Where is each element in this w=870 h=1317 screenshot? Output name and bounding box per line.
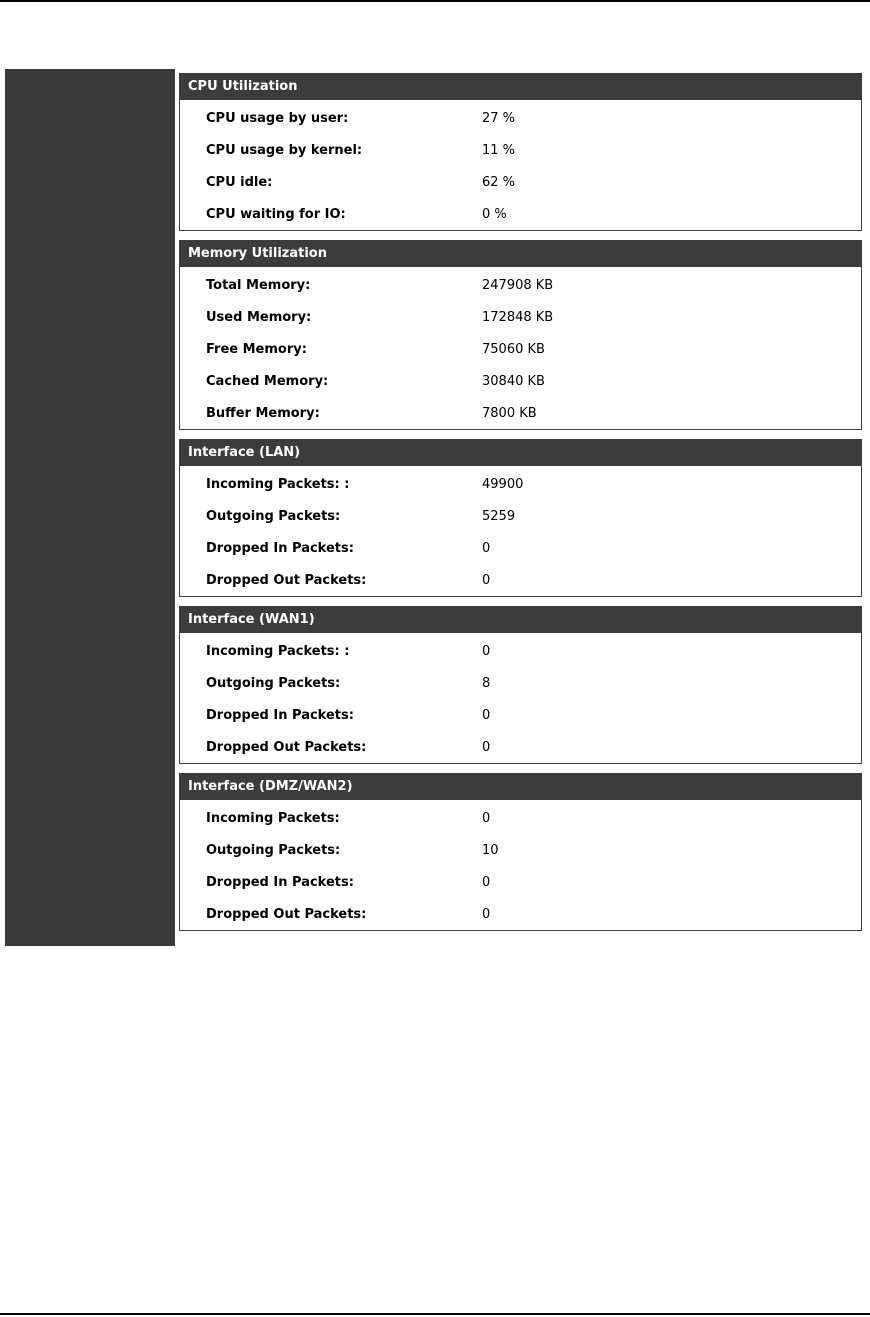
- stat-row: [180, 731, 861, 763]
- status-content: [179, 73, 862, 940]
- stat-row: [180, 301, 861, 333]
- panel-body: [179, 466, 862, 597]
- stat-value: 0: [482, 874, 491, 890]
- stat-row: [180, 834, 861, 866]
- stat-value: 62 %: [482, 174, 516, 190]
- stat-label: Cached Memory:: [206, 373, 329, 389]
- stat-row: [180, 333, 861, 365]
- stat-label: Used Memory:: [206, 309, 312, 325]
- stat-value: 0: [482, 572, 491, 588]
- stat-row: [180, 102, 861, 134]
- stat-value: 27 %: [482, 110, 516, 126]
- stat-row: [180, 532, 861, 564]
- stat-value: 247908 KB: [482, 277, 554, 293]
- stat-row: [180, 866, 861, 898]
- stat-row: [180, 699, 861, 731]
- stat-row: [180, 635, 861, 667]
- panel-interface-lan: [179, 439, 862, 597]
- panel-title: Interface (WAN1): [179, 606, 862, 633]
- panel-title: CPU Utilization: [179, 73, 862, 100]
- panel-interface-dmz-wan2: [179, 773, 862, 931]
- stat-row: [180, 564, 861, 596]
- stat-label: Dropped Out Packets:: [206, 906, 367, 922]
- panel-interface-wan1: [179, 606, 862, 764]
- stat-value: 8: [482, 675, 491, 691]
- stat-value: 0: [482, 707, 491, 723]
- stat-row: [180, 365, 861, 397]
- panel-title: Interface (DMZ/WAN2): [179, 773, 862, 800]
- stat-row: [180, 198, 861, 230]
- panel-memory-utilization: [179, 240, 862, 430]
- stat-value: 5259: [482, 508, 516, 524]
- stat-label: Outgoing Packets:: [206, 842, 341, 858]
- panel-body: [179, 100, 862, 231]
- stat-label: Total Memory:: [206, 277, 311, 293]
- stat-value: 7800 KB: [482, 405, 537, 421]
- stat-value: 0: [482, 540, 491, 556]
- stat-value: 30840 KB: [482, 373, 545, 389]
- stat-value: 0: [482, 739, 491, 755]
- stat-label: CPU idle:: [206, 174, 273, 190]
- stat-row: [180, 269, 861, 301]
- stat-label: Incoming Packets: :: [206, 643, 350, 659]
- panel-body: [179, 800, 862, 931]
- stat-value: 0 %: [482, 206, 507, 222]
- stat-label: Outgoing Packets:: [206, 675, 341, 691]
- panel-body: [179, 633, 862, 764]
- stat-value: 0: [482, 810, 491, 826]
- panel-title: Interface (LAN): [179, 439, 862, 466]
- stat-row: [180, 134, 861, 166]
- stat-value: 75060 KB: [482, 341, 545, 357]
- sidebar: [5, 69, 175, 946]
- panel-title: Memory Utilization: [179, 240, 862, 267]
- stat-label: CPU usage by user:: [206, 110, 349, 126]
- stat-label: Dropped In Packets:: [206, 540, 354, 556]
- top-rule: [0, 0, 870, 2]
- panel-body: [179, 267, 862, 430]
- stat-row: [180, 397, 861, 429]
- stat-label: Incoming Packets: :: [206, 476, 350, 492]
- stat-value: 49900: [482, 476, 524, 492]
- stat-row: [180, 468, 861, 500]
- stat-value: 0: [482, 906, 491, 922]
- stat-label: Outgoing Packets:: [206, 508, 341, 524]
- stat-label: Dropped Out Packets:: [206, 739, 367, 755]
- panel-cpu-utilization: [179, 73, 862, 231]
- stat-label: Free Memory:: [206, 341, 307, 357]
- stat-row: [180, 166, 861, 198]
- stat-label: Buffer Memory:: [206, 405, 320, 421]
- stat-label: Dropped Out Packets:: [206, 572, 367, 588]
- stat-value: 0: [482, 643, 491, 659]
- stat-value: 10: [482, 842, 499, 858]
- stat-row: [180, 898, 861, 930]
- stat-label: Dropped In Packets:: [206, 707, 354, 723]
- stat-label: Dropped In Packets:: [206, 874, 354, 890]
- stat-row: [180, 667, 861, 699]
- stat-label: Incoming Packets:: [206, 810, 340, 826]
- stat-label: CPU usage by kernel:: [206, 142, 363, 158]
- stat-value: 11 %: [482, 142, 516, 158]
- stat-label: CPU waiting for IO:: [206, 206, 346, 222]
- stat-row: [180, 802, 861, 834]
- stat-row: [180, 500, 861, 532]
- bottom-rule: [0, 1313, 870, 1315]
- stat-value: 172848 KB: [482, 309, 554, 325]
